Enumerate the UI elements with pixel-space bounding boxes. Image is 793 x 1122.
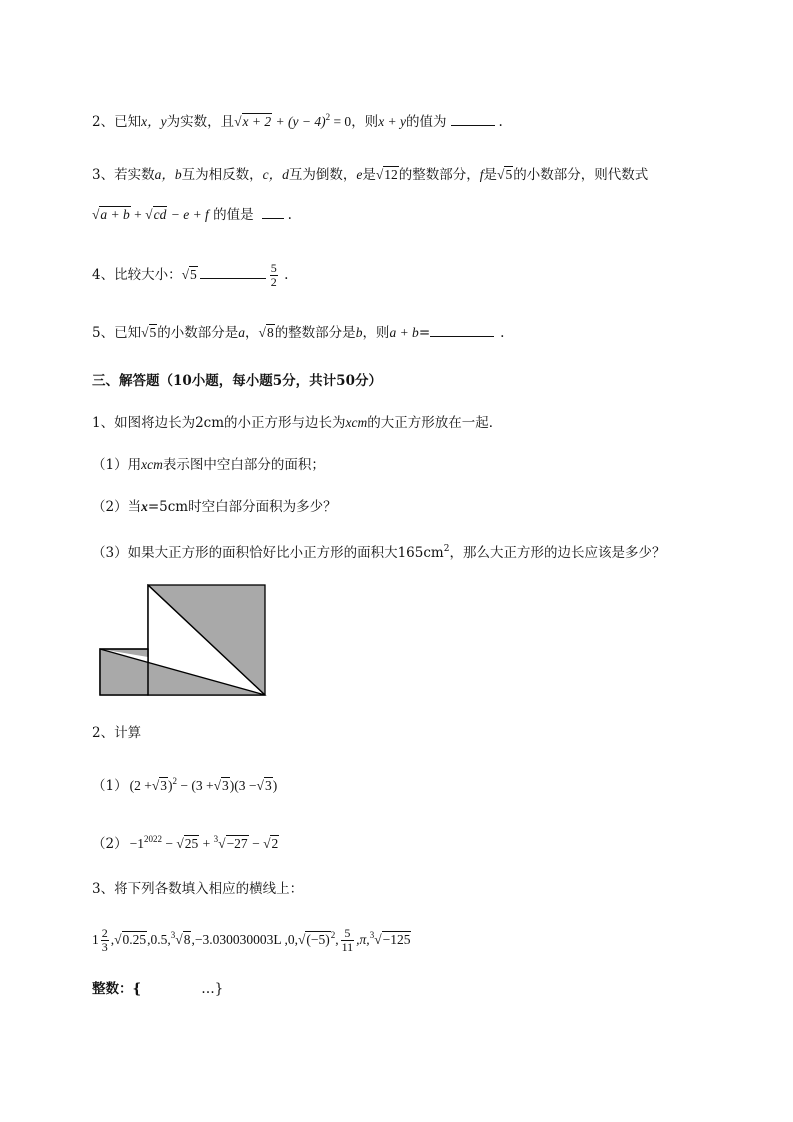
problem-1-part-3: （3）如果大正方形的面积恰好比小正方形的面积大$165cm^2$，那么大正方形的边长应该是多少？ xyxy=(92,544,666,561)
problem-2-item-2: $(2) -1^{2022} - √25 + ^3√-27 - √2$ xyxy=(92,834,279,852)
problem-1-stem: 1、如图将边长为2cm的小正方形与边长为xcm的大正方形放在一起． xyxy=(92,415,503,431)
answer-blank[interactable] xyxy=(430,322,494,337)
question-5: 5、已知√5的小数部分是a，√8的整数部分是b，则a + b= . xyxy=(92,322,504,344)
question-2: 2、已知x，y为实数，且$√x + 2 + (y - 4)^2 = 0$，则x + y的值为 . xyxy=(92,112,503,130)
problem-1-part-2: （2）当x=5cm时空白部分面积为多少？ xyxy=(92,499,337,515)
question-3-line-2: √a + b + √cd − e + f 的值是 . xyxy=(92,204,292,226)
problem-2-item-1: （1） $(2 +√3)^2 - (3 +√3)(3 -√3)$ xyxy=(92,776,278,794)
fraction: $\frac{5}{2}$ xyxy=(270,261,277,289)
integers-answer-space[interactable] xyxy=(141,979,201,993)
integers-answer-line: 整数：{ …} xyxy=(92,981,224,997)
answer-blank[interactable] xyxy=(451,111,495,126)
problem-2-title: 2、计算 xyxy=(92,725,142,741)
problem-3-numbers: 1 $\frac{2}{3}$ ,√0.25,0.5,$^3$√8,−3.030030003L $,0,√(-5)^2$, $\frac{5}{11}$ ,π,$^3$√−125 xyxy=(92,926,411,955)
q2-equation: $√x + 2 + (y - 4)^2 = 0$ xyxy=(234,112,352,129)
section-title: 三、解答题（10小题，每小题5分，共计50分） xyxy=(92,373,382,389)
problem-3-title: 3、将下列各数填入相应的横线上： xyxy=(92,881,304,897)
answer-blank[interactable] xyxy=(200,264,266,279)
question-3-line-1: 3、若实数a，b互为相反数，c，d互为倒数，e是√12的整数部分，f是√5的小数部分，则代数式 xyxy=(92,167,649,183)
answer-blank[interactable] xyxy=(262,204,284,219)
squares-figure xyxy=(98,584,268,698)
problem-1-part-1: （1）用xcm表示图中空白部分的面积； xyxy=(92,457,325,473)
question-4: 4、比较大小：√5 $\frac{5}{2}$ . xyxy=(92,261,289,289)
